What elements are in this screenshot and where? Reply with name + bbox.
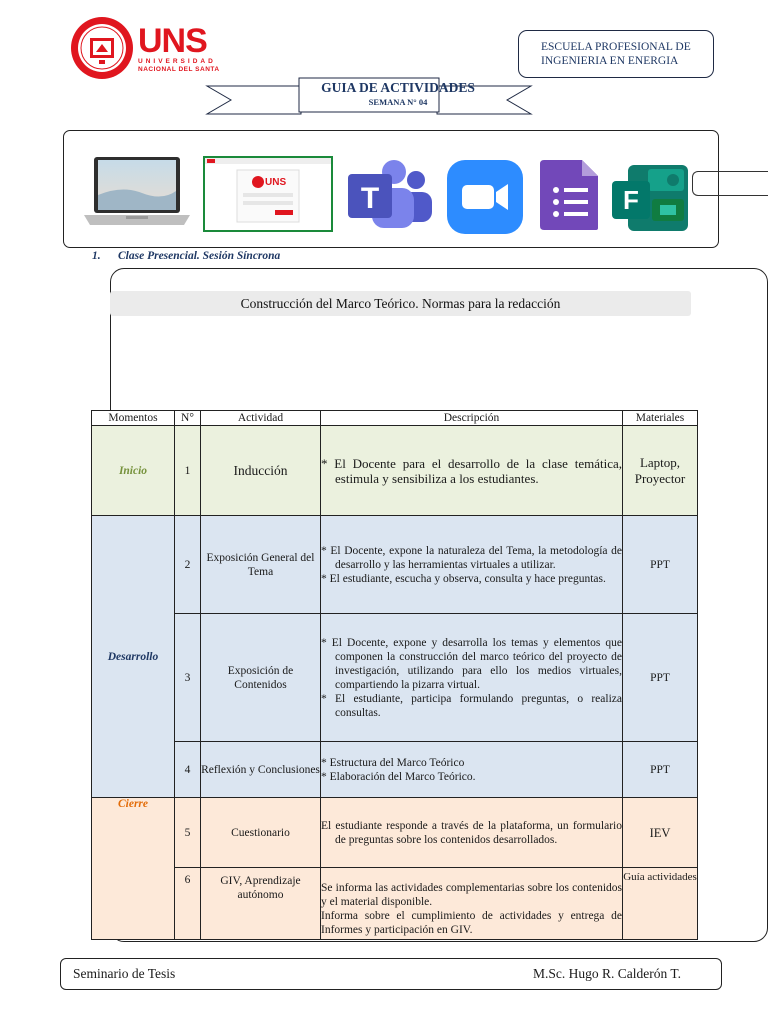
row-number: 6 xyxy=(175,868,201,940)
guide-title: GUIA DE ACTIVIDADES xyxy=(321,80,475,95)
description-item: * El Docente, expone la naturaleza del Tema, la metodología de desarrollo y las herramientas virtuales a utilizar. xyxy=(321,544,622,571)
side-tab xyxy=(692,171,768,196)
description-item: * El Docente, expone y desarrolla los temas y elementos que componen la construcción del marco teórico del proyecto de investigación, utilizando para ello los medios virtuales, compartiendo la pizarra virtual. xyxy=(321,636,622,691)
google-forms-icon xyxy=(538,158,602,232)
svg-text:T: T xyxy=(360,182,380,215)
description-item: * El estudiante, participa formulando preguntas, o realiza consultas. xyxy=(321,692,622,719)
uns-logo xyxy=(138,24,220,74)
laptop-icon xyxy=(82,155,192,231)
section-title: Clase Presencial. Sesión Síncrona xyxy=(118,250,281,262)
description-item: * Elaboración del Marco Teórico. xyxy=(321,770,476,783)
row-materials: Guía actividades xyxy=(623,868,698,940)
svg-text:F: F xyxy=(623,185,639,215)
microsoft-forms-icon xyxy=(610,163,690,233)
section-number: 1. xyxy=(92,250,101,262)
zoom-icon xyxy=(446,159,524,235)
table-row xyxy=(92,614,698,742)
table-row xyxy=(92,426,698,516)
activities-table xyxy=(91,410,698,940)
guide-week: SEMANA N° 04 xyxy=(368,97,428,107)
table-row xyxy=(92,742,698,798)
moment-cierre: Cierre xyxy=(92,798,175,940)
description-item: Se informa las actividades complementarias sobre los contenidos y el material disponible. xyxy=(321,882,622,908)
row-description xyxy=(321,516,623,614)
row-activity: Inducción xyxy=(201,426,321,516)
uns-platform-screenshot-icon xyxy=(203,156,333,232)
row-description xyxy=(321,798,623,868)
description-item: Informa sobre el cumplimiento de actividades y entrega de Informes y participación en GIV. xyxy=(321,910,622,936)
description-item: * Estructura del Marco Teórico xyxy=(321,756,465,769)
table-row xyxy=(92,516,698,614)
school-name-line1: ESCUELA PROFESIONAL DE xyxy=(541,41,691,53)
row-materials: PPT xyxy=(623,516,698,614)
description-item: El estudiante responde a través de la plataforma, un formulario de preguntas sobre los contenidos desarrollados. xyxy=(321,819,622,846)
row-materials: IEV xyxy=(623,798,698,868)
row-number: 5 xyxy=(175,798,201,868)
row-description xyxy=(321,614,623,742)
row-activity: GIV, Aprendizaje autónomo xyxy=(201,868,321,940)
moment-inicio: Inicio xyxy=(92,426,175,516)
row-number: 3 xyxy=(175,614,201,742)
description-item: * El Docente para el desarrollo de la clase temática, estimula y sensibiliza a los estudiantes. xyxy=(321,455,622,486)
microsoft-teams-icon xyxy=(346,158,434,232)
header-materiales: Materiales xyxy=(623,411,698,426)
row-number: 2 xyxy=(175,516,201,614)
row-activity: Exposición de Contenidos xyxy=(201,614,321,742)
row-materials: PPT xyxy=(623,614,698,742)
row-number: 4 xyxy=(175,742,201,798)
topic-title: Construcción del Marco Teórico. Normas para la redacción xyxy=(110,291,691,316)
university-seal-icon xyxy=(70,16,134,80)
moment-desarrollo: Desarrollo xyxy=(92,516,175,798)
row-description xyxy=(321,426,623,516)
row-description xyxy=(321,742,623,798)
row-activity: Cuestionario xyxy=(201,798,321,868)
school-name-line2: INGENIERIA EN ENERGIA xyxy=(541,55,679,67)
school-name-box xyxy=(518,30,714,78)
footer-course: Seminario de Tesis xyxy=(73,966,176,981)
logo-subtitle-2: NACIONAL DEL SANTA xyxy=(138,66,220,73)
svg-text:UNS: UNS xyxy=(265,177,287,188)
logo-wordmark: UNS xyxy=(138,22,207,60)
footer-author: M.Sc. Hugo R. Calderón T. xyxy=(533,966,681,981)
logo-subtitle-1: UNIVERSIDAD xyxy=(138,58,216,65)
header-actividad: Actividad xyxy=(201,411,321,426)
header-descripcion: Descripción xyxy=(321,411,623,426)
row-activity: Reflexión y Conclusiones xyxy=(201,742,321,798)
description-item: * El estudiante, escucha y observa, consulta y hace preguntas. xyxy=(321,572,606,585)
row-materials: Laptop, Proyector xyxy=(623,426,698,516)
header-momentos: Momentos xyxy=(92,411,175,426)
row-materials: PPT xyxy=(623,742,698,798)
row-description xyxy=(321,868,623,940)
table-row xyxy=(92,868,698,940)
header-numero: N° xyxy=(175,411,201,426)
page-footer xyxy=(60,958,722,990)
row-number: 1 xyxy=(175,426,201,516)
section-heading xyxy=(92,250,280,262)
table-row xyxy=(92,798,698,868)
row-activity: Exposición General del Tema xyxy=(201,516,321,614)
table-header-row xyxy=(92,411,698,426)
